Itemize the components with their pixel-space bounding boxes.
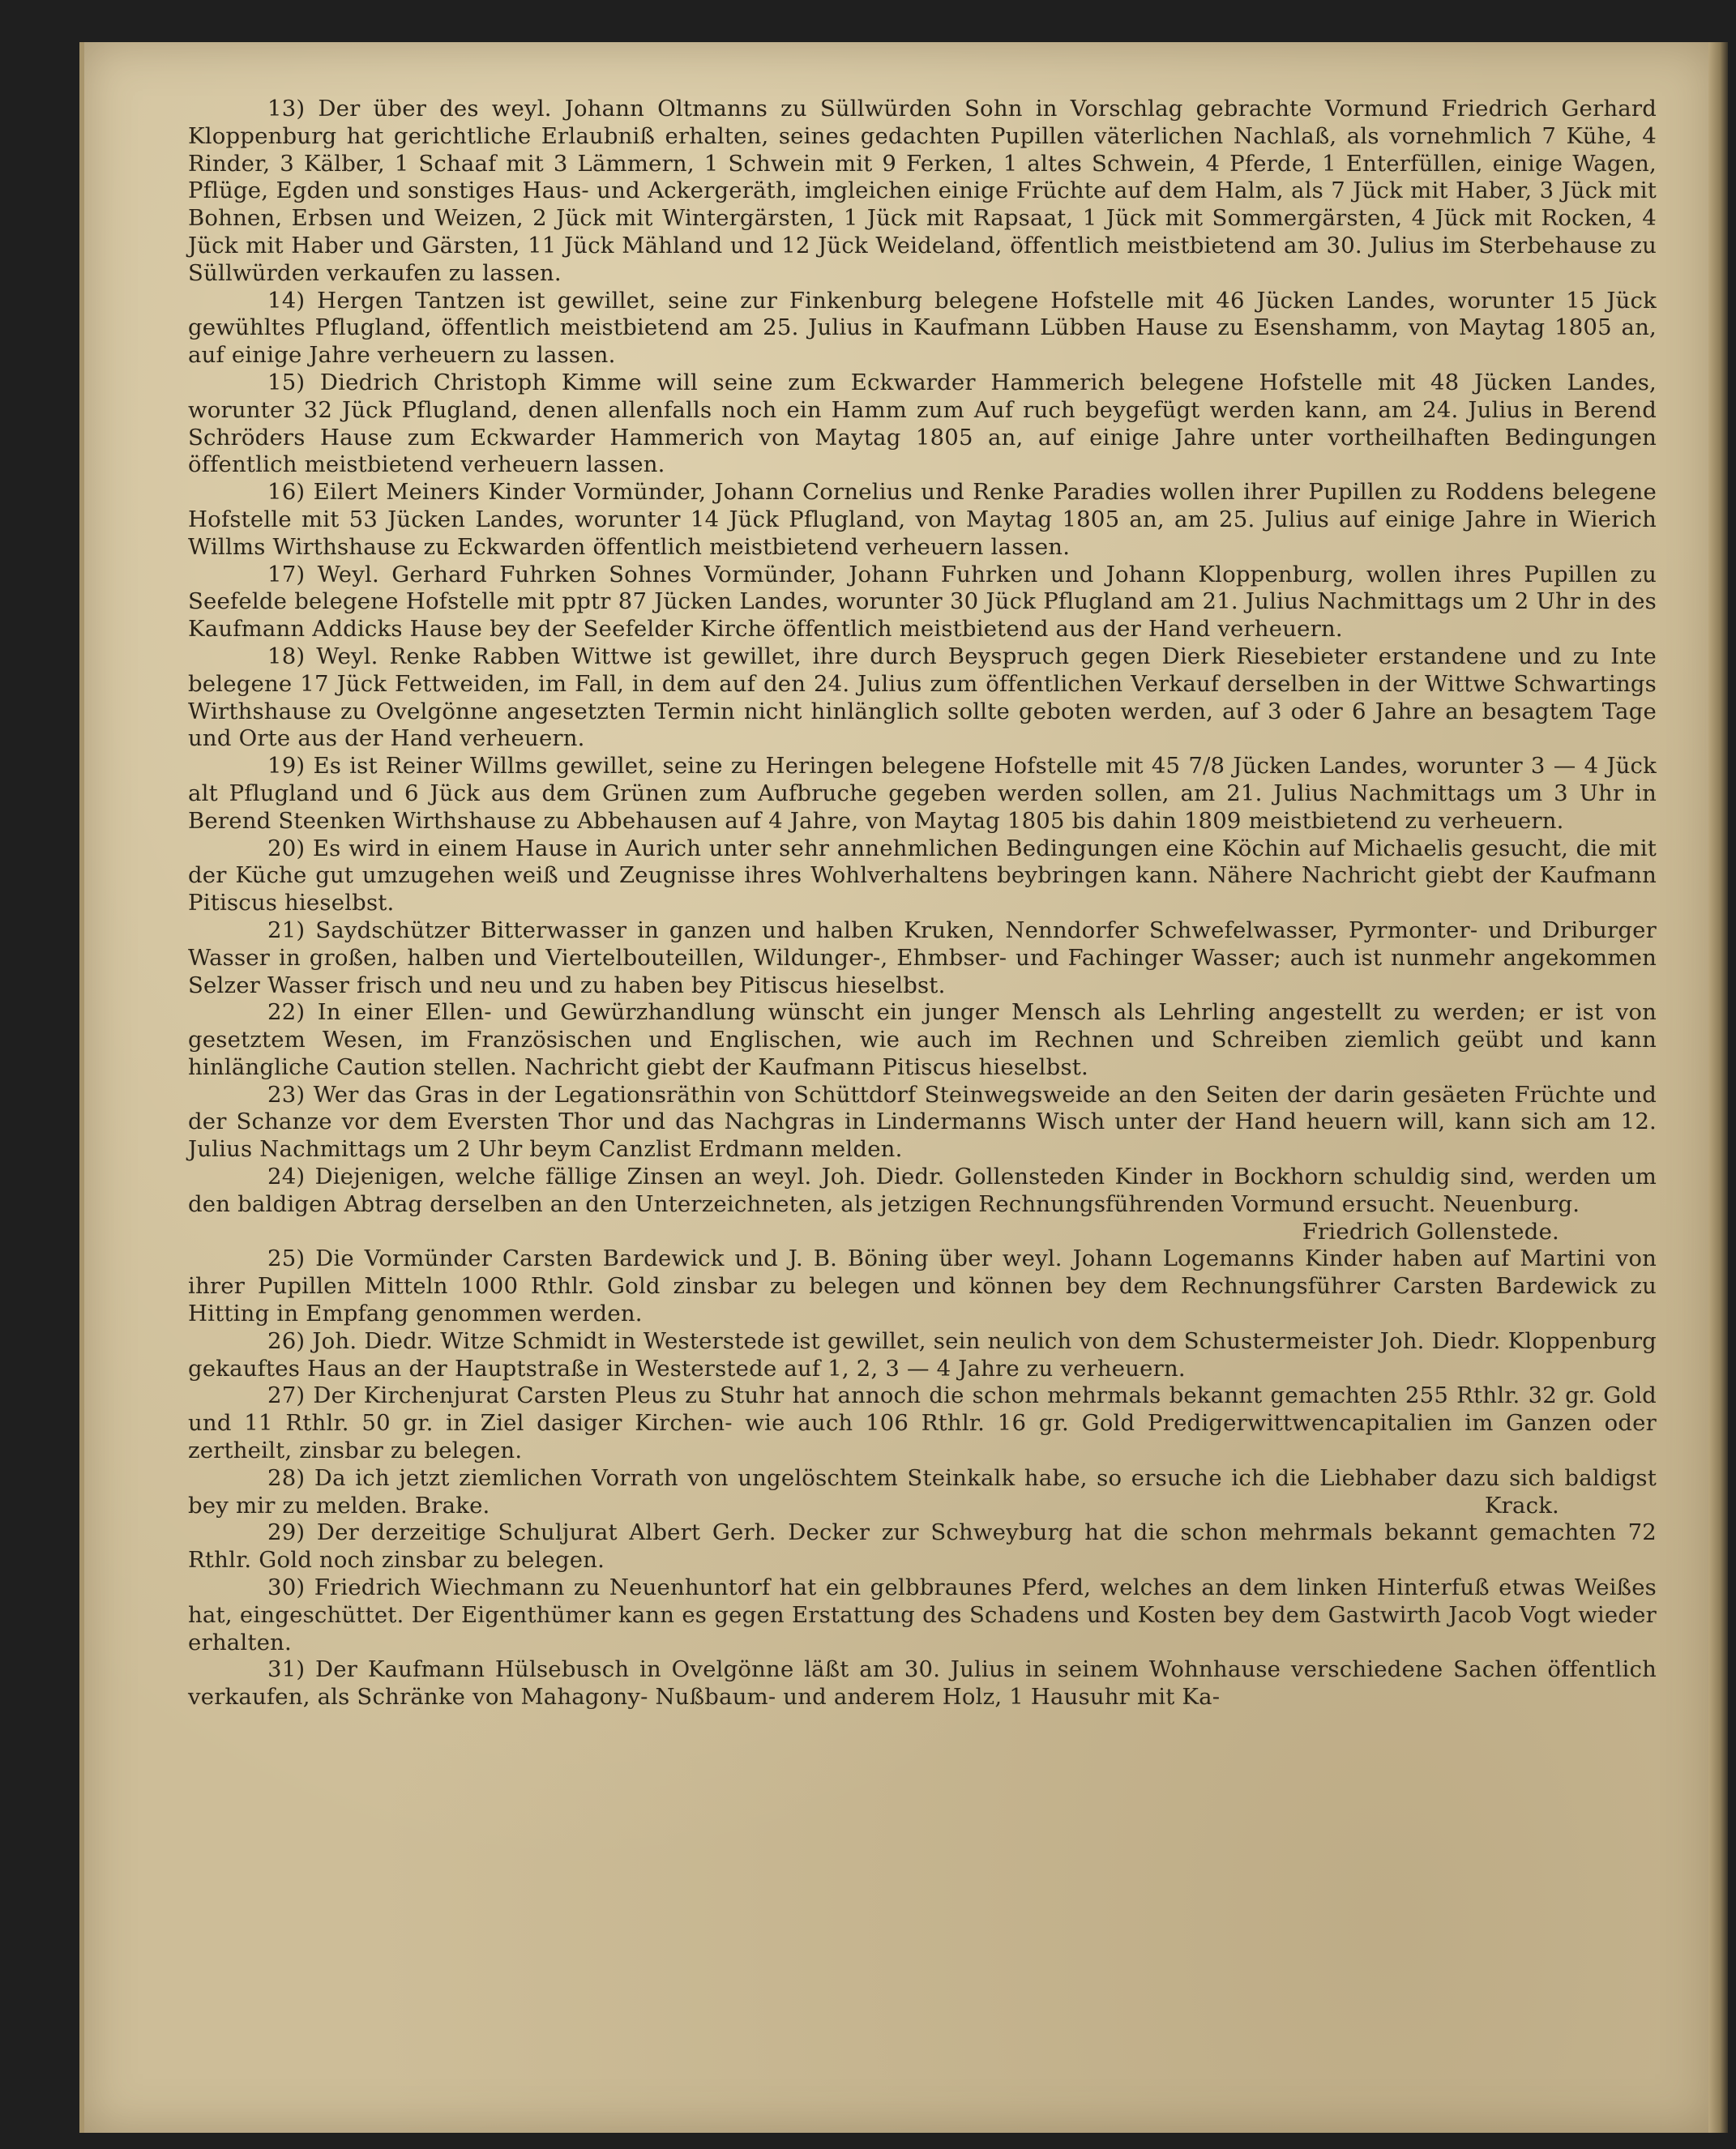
notice-text: 21) Saydschützer Bitterwasser in ganzen und halben Kruken, Nenndorfer Schwefelwasser, Pyrmonter- und Driburger Wasser in großen, halben und Viertelbouteillen, Wildunger-, Ehmbser- und Fachinger Wasser; auch ist nunmehr angekommen Selzer Wasser frisch und neu und zu haben bey Pitiscus hieselbst. — [188, 916, 1657, 998]
notice-text: 28) Da ich jetzt ziemlichen Vorrath von ungelöschtem Steinkalk habe, so ersuche ich die Liebhaber dazu sich baldigst bey mir zu melden. Brake. — [188, 1464, 1657, 1519]
notice-text: 14) Hergen Tantzen ist gewillet, seine zur Finkenburg belegene Hofstelle mit 46 Jücken Landes, worunter 15 Jück gewühltes Pflugland, öffentlich meistbietend am 25. Julius in Kaufmann Lübben Hause zu Esenshamm, von Maytag 1805 an, auf einige Jahre verheuern zu lassen. — [188, 287, 1657, 369]
notice-29 — [188, 1519, 1657, 1574]
notice-20 — [188, 835, 1657, 917]
notice-text: 25) Die Vormünder Carsten Bardewick und J. B. Böning über weyl. Johann Logemanns Kinder haben auf Martini von ihrer Pupillen Mitteln 1000 Rthlr. Gold zinsbar zu belegen und können bey dem Rechnungsführer Carsten Bardewick zu Hitting in Empfang genommen werden. — [188, 1245, 1657, 1327]
notice-text: 20) Es wird in einem Hause in Aurich unter sehr annehmlichen Bedingungen eine Köchin auf Michaelis gesucht, die mit der Küche gut umzugehen weiß und Zeugnisse ihres Wohlverhaltens beybringen kann. Nähere Nachricht giebt der Kaufmann Pitiscus hieselbst. — [188, 835, 1657, 916]
notice-28 — [188, 1465, 1657, 1520]
notice-text: 22) In einer Ellen- und Gewürzhandlung wünscht ein junger Mensch als Lehrling angestellt zu werden; er ist von gesetztem Wesen, im Französischen und Englischen, wie auch im Rechnen und Schreiben ziemlich geübt und kann hinlängliche Caution stellen. Nachricht giebt der Kaufmann Pitiscus hieselbst. — [188, 999, 1657, 1080]
notice-14 — [188, 288, 1657, 370]
notice-text: 30) Friedrich Wiechmann zu Neuenhuntorf hat ein gelbbraunes Pferd, welches an dem linken Hinterfuß etwas Weißes hat, eingeschüttet. Der Eigenthümer kann es gegen Erstattung des Schadens und Kosten bey dem Gastwirth Jacob Vogt wieder erhalten. — [188, 1574, 1657, 1656]
notice-text: 17) Weyl. Gerhard Fuhrken Sohnes Vormünder, Johann Fuhrken und Johann Kloppenburg, wollen ihres Pupillen zu Seefelde belegene Hofstelle mit pptr 87 Jücken Landes, worunter 30 Jück Pflugland am 21. Julius Nachmittags um 2 Uhr in des Kaufmann Addicks Hause bey der Seefelder Kirche öffentlich meistbietend aus der Hand verheuern. — [188, 561, 1657, 643]
notice-text: 24) Diejenigen, welche fällige Zinsen an weyl. Joh. Diedr. Gollensteden Kinder in Bockhorn schuldig sind, werden um den baldigen Abtrag derselben an den Unterzeichneten, als jetzigen Rechnungsführenden Vormund ersucht. Neuenburg. — [188, 1164, 1657, 1217]
notice-31 — [188, 1656, 1657, 1711]
notice-signature: Friedrich Gollenstede. — [1302, 1218, 1559, 1245]
notice-16 — [188, 479, 1657, 561]
notice-17 — [188, 562, 1657, 643]
notice-25 — [188, 1245, 1657, 1327]
notice-text: 29) Der derzeitige Schuljurat Albert Gerh. Decker zur Schweyburg hat die schon mehrmals bekannt gemachten 72 Rthlr. Gold noch zinsbar zu belegen. — [188, 1519, 1657, 1574]
notice-text: 31) Der Kaufmann Hülsebusch in Ovelgönne läßt am 30. Julius in seinem Wohnhause verschiedene Sachen öffentlich verkaufen, als Schränke von Mahagony- Nußbaum- und anderem Holz, 1 Hausuhr mit Ka- — [188, 1656, 1657, 1711]
notice-text: 26) Joh. Diedr. Witze Schmidt in Westerstede ist gewillet, sein neulich von dem Schustermeister Joh. Diedr. Kloppenburg gekauftes Haus an der Hauptstraße in Westerstede auf 1, 2, 3 — 4 Jahre zu verheuern. — [188, 1327, 1657, 1382]
notice-text: 15) Diedrich Christoph Kimme will seine zum Eckwarder Hammerich belegene Hofstelle mit 48 Jücken Landes, worunter 32 Jück Pflugland, denen allenfalls noch ein Hamm zum Auf ruch beygefügt werden kann, am 24. Julius in Berend Schröders Hause zum Eckwarder Hammerich von Maytag 1805 an, auf einige Jahre unter vortheilhaften Bedingungen öffentlich meistbietend verheuern lassen. — [188, 369, 1657, 478]
notice-signature: Krack. — [1484, 1492, 1559, 1519]
notice-19 — [188, 753, 1657, 835]
notice-26 — [188, 1328, 1657, 1383]
notice-18 — [188, 643, 1657, 753]
notice-13 — [188, 96, 1657, 288]
notice-text: 19) Es ist Reiner Willms gewillet, seine zu Heringen belegene Hofstelle mit 45 7/8 Jücken Landes, worunter 3 — 4 Jück alt Pflugland und 6 Jück aus dem Grünen zum Aufbruche gegeben werden sollen, am 21. Julius Nachmittags um 3 Uhr in Berend Steenken Wirthshause zu Abbehausen auf 4 Jahre, von Maytag 1805 bis dahin 1809 meistbietend zu verheuern. — [188, 753, 1657, 834]
notice-23 — [188, 1082, 1657, 1164]
notice-22 — [188, 999, 1657, 1081]
notice-text: 18) Weyl. Renke Rabben Wittwe ist gewillet, ihre durch Beyspruch gegen Dierk Riesebieter erstandene und zu Inte belegene 17 Jück Fettweiden, im Fall, in dem auf den 24. Julius zum öffentlichen Verkauf derselben in der Wittwe Schwartings Wirthshause zu Ovelgönne angesetzten Termin nicht hinlänglich sollte geboten werden, auf 3 oder 6 Jahre an besagtem Tage und Orte aus der Hand verheuern. — [188, 643, 1657, 752]
notice-text: 27) Der Kirchenjurat Carsten Pleus zu Stuhr hat annoch die schon mehrmals bekannt gemachten 255 Rthlr. 32 gr. Gold und 11 Rthlr. 50 gr. in Ziel dasiger Kirchen- wie auch 106 Rthlr. 16 gr. Gold Predigerwittwencapitalien im Ganzen oder zertheilt, zinsbar zu belegen. — [188, 1382, 1657, 1464]
notice-27 — [188, 1382, 1657, 1464]
notice-30 — [188, 1574, 1657, 1656]
notice-text: 16) Eilert Meiners Kinder Vormünder, Johann Cornelius und Renke Paradies wollen ihrer Pupillen zu Roddens belegene Hofstelle mit 53 Jücken Landes, worunter 14 Jück Pflugland, von Maytag 1805 an, am 25. Julius auf einige Jahre in Wierich Willms Wirthshause zu Eckwarden öffentlich meistbietend verheuern lassen. — [188, 479, 1657, 560]
notice-text: 13) Der über des weyl. Johann Oltmanns zu Süllwürden Sohn in Vorschlag gebrachte Vormund Friedrich Gerhard Kloppenburg hat gerichtliche Erlaubniß erhalten, seines gedachten Pupillen väterlichen Nachlaß, als vornehmlich 7 Kühe, 4 Rinder, 3 Kälber, 1 Schaaf mit 3 Lämmern, 1 Schwein mit 9 Ferken, 1 altes Schwein, 4 Pferde, 1 Enterfüllen, einige Wagen, Pflüge, Egden und sonstiges Haus- und Ackergeräth, imgleichen einige Früchte auf dem Halm, als 7 Jück mit Haber, 3 Jück mit Bohnen, Erbsen und Weizen, 2 Jück mit Wintergärsten, 1 Jück mit Rapsaat, 1 Jück mit Sommergärsten, 4 Jück mit Rocken, 4 Jück mit Haber und Gärsten, 11 Jück Mähland und 12 Jück Weideland, öffentlich meistbietend am 30. Julius im Sterbehause zu Süllwürden verkaufen zu lassen. — [188, 96, 1657, 286]
notice-15 — [188, 370, 1657, 479]
notice-text: 23) Wer das Gras in der Legationsräthin von Schüttdorf Steinwegsweide an den Seiten der darin gesäeten Früchte und der Schanze vor dem Eversten Thor und das Nachgras in Lindermanns Wisch unter der Hand heuern will, kann sich am 12. Julius Nachmittags um 2 Uhr beym Canzlist Erdmann melden. — [188, 1081, 1657, 1163]
notice-21 — [188, 917, 1657, 999]
page-edge — [1708, 42, 1728, 2133]
notices-column — [188, 96, 1657, 1711]
notice-24 — [188, 1164, 1657, 1245]
